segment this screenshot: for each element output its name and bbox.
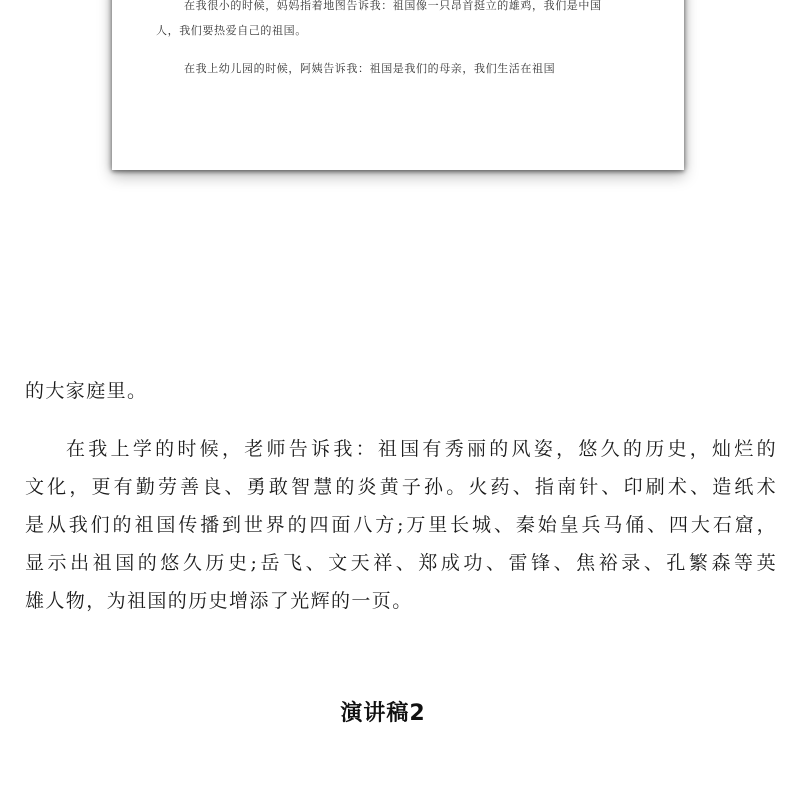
body-line: 在我上学的时候，老师告诉我：祖国有秀丽的风姿，悠久的历史，灿烂的: [66, 438, 777, 460]
body-line: 雄人物，为祖国的历史增添了光辉的一页。: [25, 590, 413, 612]
body-line: 是从我们的祖国传播到世界的四面八方;万里长城、秦始皇兵马俑、四大石窟，: [25, 514, 777, 536]
document-preview-card: [112, 0, 684, 170]
body-line: 显示出祖国的悠久历史;岳飞、文天祥、郑成功、雷锋、焦裕录、孔繁森等英: [25, 552, 777, 574]
body-line: 文化，更有勤劳善良、勇敢智慧的炎黄子孙。火药、指南针、印刷术、造纸术: [25, 476, 777, 498]
section-title: 演讲稿2: [340, 701, 426, 726]
body-line: 的大家庭里。: [25, 380, 148, 402]
preview-paragraph-2: 在我上幼儿园的时候，阿姨告诉我：祖国是我们的母亲，我们生活在祖国: [184, 62, 556, 75]
preview-paragraph-1: 在我很小的时候，妈妈指着地图告诉我：祖国像一只昂首挺立的雄鸡，我们是中国人，我们要热爱自己的祖国。: [156, 0, 602, 37]
